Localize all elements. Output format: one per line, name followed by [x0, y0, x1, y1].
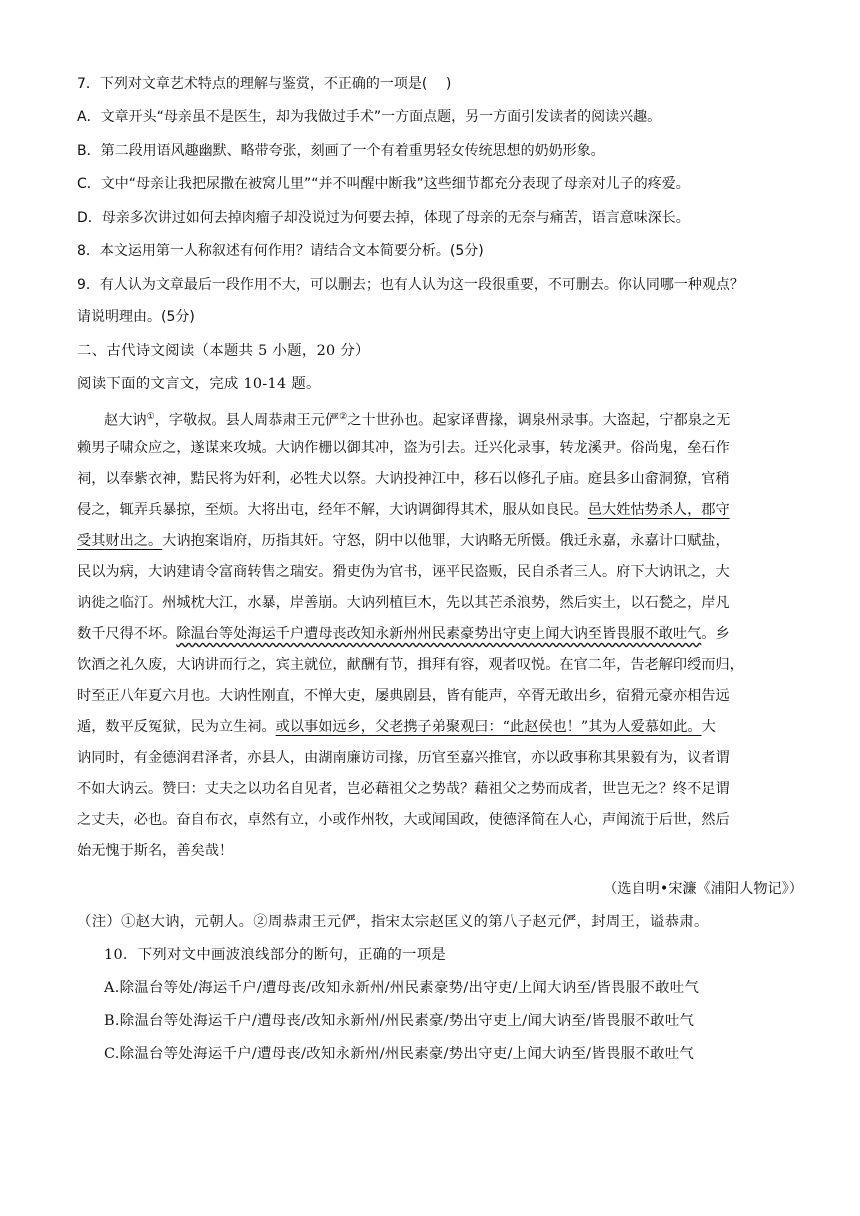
question-10-option-b: B.除温台等处海运千户/遭母丧/改知永新州/州民素豪/势出守吏上/闻大讷至/皆畏服不敢吐气 [104, 1013, 695, 1029]
question-7-option-a: A．文章开头“母亲虽不是医生，却为我做过手术”一方面点题，另一方面引发读者的阅读兴趣。 [77, 109, 662, 125]
question-10-option-c: C.除温台等处海运千户/遭母丧/改知永新州/州民素豪/势出守吏/上闻大讷至/皆畏服不敢吐气 [104, 1046, 695, 1062]
passage-line-3: 祠，以奉紫衣神，黠民将为奸利，必牲犬以祭。大讷投神江中，移石以修孔子庙。庭县多山畲洞獠，官稍 [77, 471, 730, 487]
question-9-line1: 9．有人认为文章最后一段作用不大，可以删去；也有人认为这一段很重要，不可删去。你认同哪一种观点？ [77, 277, 744, 293]
footnote-mark-2: ② [339, 412, 348, 422]
passage-line-8: 数千尺得不坏。除温台等处海运千户遭母丧改知永新州州民素豪势出守吏上闻大讷至皆畏服不敢吐气。乡 [77, 626, 730, 642]
passage-line-6: 民以为病，大讷建请令富商转售之瑞安。猾吏伪为官书，诬平民盗贩，民自杀者三人。府下大讷讯之，大 [77, 564, 730, 580]
source-citation: （选自明•宋濂《浦阳人物记》） [603, 881, 803, 897]
passage-line-12: 讷同时，有金德润君泽者，亦县人，由湖南廉访司掾，历官至嘉兴推官，亦以政事称其果毅有为，议者谓 [77, 750, 730, 766]
passage-line-9: 饮酒之礼久废，大讷讲而行之，宾主就位，献酬有节，揖拜有容，观者叹悦。在官二年，告老解印绶而归， [77, 657, 744, 673]
question-7-option-b: B．第二段用语风趣幽默、略带夸张，刻画了一个有着重男轻女传统思想的奶奶形象。 [77, 143, 605, 159]
passage-line-14: 之丈夫，必也。奋自布衣，卓然有立，小或作州牧，大或闻国政，使德泽简在人心，声闻流于后世，然后 [77, 812, 730, 828]
annotation-note: （注）①赵大讷，元朝人。②周恭肃王元俨，指宋太宗赵匡义的第八子赵元俨，封周王，谥恭肃。 [77, 914, 709, 930]
question-7-option-c: C．文中“母亲让我把尿撒在被窝儿里”“并不叫醒中断我”这些细节都充分表现了母亲对儿子的疼爱。 [77, 176, 690, 192]
underlined-sentence-1: 邑大姓怙势杀人，郡守 [587, 502, 730, 518]
underlined-sentence-2: 或以事如远乡，父老携子弟聚观曰：“此赵侯也！”其为人爱慕如此。 [275, 719, 702, 735]
passage-line-15: 始无愧于斯名，善矣哉！ [77, 843, 234, 859]
passage-line-2: 赖男子啸众应之，遂谋来攻城。大讷作栅以御其冲，盗为引去。迁兴化录事，转龙溪尹。俗尚鬼，垒石作 [77, 440, 730, 456]
passage-line-7: 讷徙之临汀。州城枕大江，水暴，岸善崩。大讷列植巨木，先以其芒杀浪势，然后实土，以石甃之，岸凡 [77, 595, 730, 611]
passage-line-13: 不如大讷云。赞曰：丈夫之以功名自见者，岂必藉祖父之势哉？藉祖父之势而成者，世岂无之？终不足谓 [77, 781, 730, 797]
passage-line-1: 赵大讷①，字敬叔。县人周恭肃王元俨②之十世孙也。起家译曹掾，调泉州录事。大盗起，宁都泉之无 [104, 412, 731, 429]
section-title: 二、古代诗文阅读（本题共 5 小题，20 分） [77, 343, 370, 359]
passage-line-10: 时至正八年夏六月也。大讷性刚直，不惮大吏，屡典剧县，皆有能声，卒胥无敢出乡，宿猾元豪亦相告远 [77, 688, 730, 704]
passage-line-4: 侵之，辄弄兵暴掠，至烦。大将出屯，经年不解，大讷调御得其术，服从如良民。邑大姓怙势杀人，郡守 [77, 502, 730, 518]
question-7-stem: 7．下列对文章艺术特点的理解与鉴赏，不正确的一项是( ) [77, 76, 452, 92]
question-8: 8．本文运用第一人称叙述有何作用？请结合文本简要分析。(5分) [77, 243, 484, 259]
passage-line-5: 受其财出之。大讷抱案诣府，历指其奸。守怒，阴中以他罪，大讷略无所慑。俄迁永嘉，永嘉计口赋盐， [77, 533, 730, 549]
question-9-line2: 请说明理由。(5分) [77, 309, 195, 325]
underlined-sentence-1-cont: 受其财出之。 [77, 533, 163, 549]
section-instruction: 阅读下面的文言文，完成 10-14 题。 [77, 376, 321, 392]
wavy-underlined-passage: 除温台等处海运千户遭母丧改知永新州州民素豪势出守吏上闻大讷至皆畏服不敢吐气 [176, 626, 702, 642]
question-7-option-d: D．母亲多次讲过如何去掉肉瘤子却没说过为何要去掉，体现了母亲的无奈与痛苦，语言意味深长。 [77, 210, 690, 226]
question-10-stem: 10．下列对文中画波浪线部分的断句，正确的一项是 [104, 947, 447, 963]
passage-line-11: 遁，数平反冤狱，民为立生祠。或以事如远乡，父老携子弟聚观曰：“此赵侯也！”其为人爱慕如此。大 [77, 719, 716, 735]
footnote-mark-1: ① [146, 412, 155, 422]
question-10-option-a: A.除温台等处/海运千户/遭母丧/改知永新州/州民素豪势/出守吏/上闻大讷至/皆畏服不敢吐气 [104, 980, 700, 996]
